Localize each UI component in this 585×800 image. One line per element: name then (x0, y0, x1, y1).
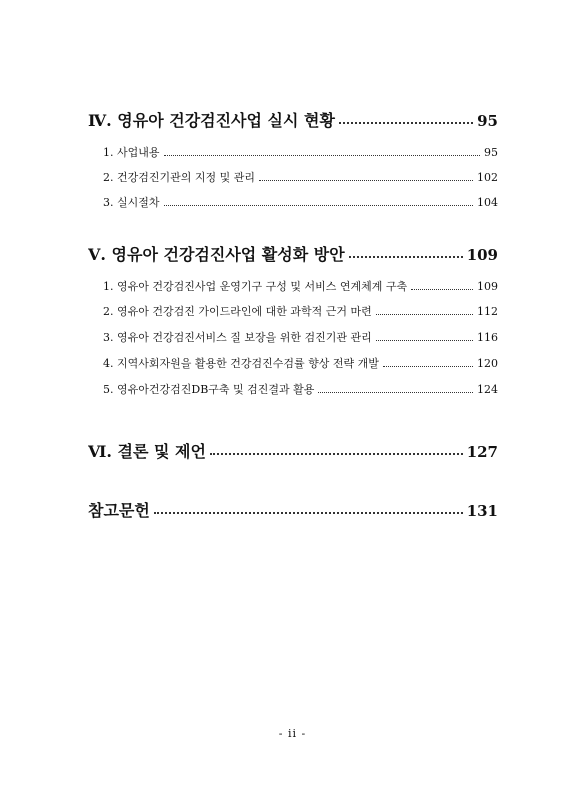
page-number: 116 (477, 331, 498, 344)
page-number: 109 (477, 280, 498, 293)
toc-item[interactable] (103, 144, 498, 160)
dot-leader (210, 452, 463, 455)
page-footer: - ii - (278, 727, 307, 740)
item-title: 4. 지역사회자원을 활용한 건강검진수검률 향상 전략 개발 (103, 357, 379, 370)
page-number: 104 (477, 196, 498, 209)
toc-item[interactable] (103, 278, 498, 294)
dot-leader (376, 339, 473, 341)
dot-leader (164, 204, 474, 206)
toc-section-4[interactable] (88, 108, 498, 131)
page-number: 124 (477, 383, 498, 396)
item-title: 3. 영유아 건강검진서비스 질 보장을 위한 검진기관 관리 (103, 331, 372, 344)
dot-leader (318, 391, 473, 393)
page-number: 120 (477, 357, 498, 370)
item-title: 2. 건강검진기관의 지정 및 관리 (103, 171, 255, 184)
section-title: 참고문헌 (88, 501, 150, 520)
page-number: 95 (484, 146, 498, 159)
page-number: 131 (466, 502, 498, 520)
dot-leader (339, 121, 473, 124)
page-number: 109 (466, 246, 498, 264)
toc-references[interactable] (88, 498, 498, 521)
item-title: 5. 영유아건강검진DB구축 및 검진결과 활용 (103, 383, 315, 396)
item-title: 1. 영유아 건강검진사업 운영기구 구성 및 서비스 연계체계 구축 (103, 280, 408, 293)
section-title: Ⅴ. 영유아 건강검진사업 활성화 방안 (88, 245, 345, 264)
toc-item[interactable] (103, 355, 498, 371)
item-title: 3. 실시절차 (103, 196, 160, 209)
toc-section-5[interactable] (88, 242, 498, 265)
item-title: 2. 영유아 건강검진 가이드라인에 대한 과학적 근거 마련 (103, 305, 372, 318)
dot-leader (259, 179, 473, 181)
page-number: 95 (477, 112, 498, 130)
page-number: 127 (466, 443, 498, 461)
page-number: 102 (477, 171, 498, 184)
section-title: Ⅵ. 결론 및 제언 (88, 442, 206, 461)
toc-section-6[interactable] (88, 439, 498, 462)
dot-leader (383, 365, 473, 367)
item-title: 1. 사업내용 (103, 146, 160, 159)
dot-leader (349, 255, 463, 258)
toc-item[interactable] (103, 329, 498, 345)
page-number: 112 (477, 305, 498, 318)
dot-leader (154, 511, 463, 514)
dot-leader (164, 154, 481, 156)
dot-leader (411, 288, 473, 290)
toc-item[interactable] (103, 303, 498, 319)
toc-item[interactable] (103, 381, 498, 397)
section-title: Ⅳ. 영유아 건강검진사업 실시 현황 (88, 111, 335, 130)
dot-leader (376, 313, 473, 315)
toc-item[interactable] (103, 194, 498, 210)
toc-item[interactable] (103, 169, 498, 185)
